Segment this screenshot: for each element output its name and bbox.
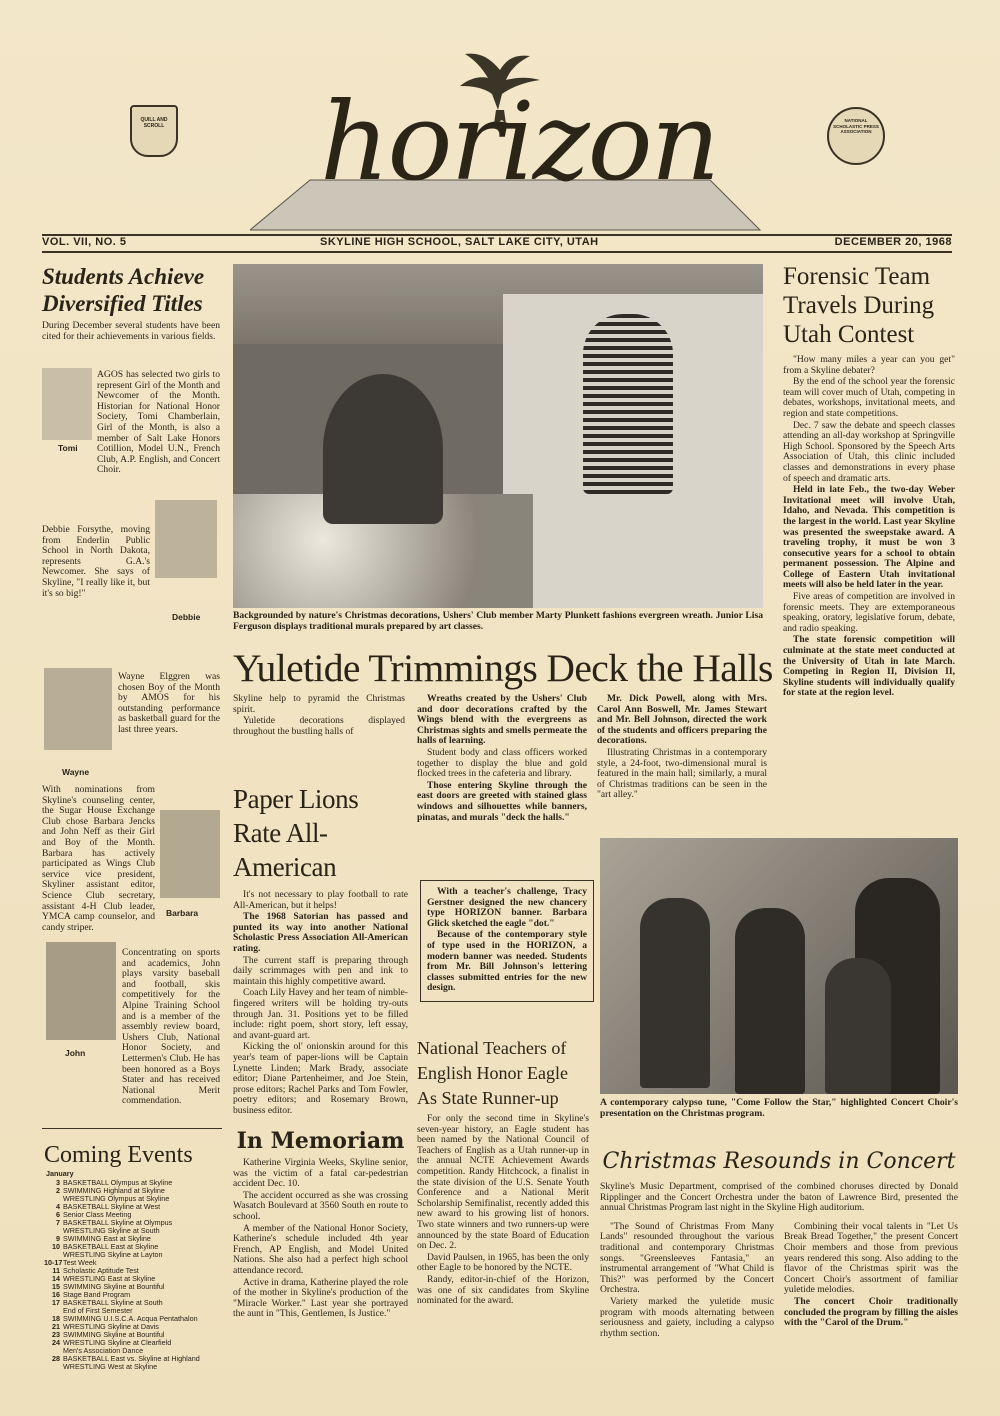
event-day: 18 [52,1314,60,1323]
banner-box: With a teacher's challenge, Tracy Gerstner designed the new chancery type HORIZON banner. Barbara Glick sketched the eagle "dot." Because of the contemporary style of type used in the HORIZON, a modern banner was needed. Students from Mr. Bill Johnson's lettering classes submitted entries for the new design. [420,880,594,1002]
top-photo-caption: Backgrounded by nature's Christmas decorations, Ushers' Club member Marty Plunkett fashions evergreen wreath. Junior Lisa Ferguson displays traditional murals prepared by art classes. [233,610,763,632]
event-day: 9 [56,1234,60,1243]
portrait-caption: Tomi [58,443,78,453]
top-photo [233,264,763,608]
event-day: 15 [52,1282,60,1291]
event-text: Men's Association Dance [63,1346,144,1355]
event-day: 2 [56,1186,60,1195]
event-text: BASKETBALL East vs. Skyline at Highland [63,1354,200,1363]
event-text: WRESTLING West at Skyline [63,1362,158,1371]
event-day: 17 [52,1298,60,1307]
coming-events-list [44,1179,222,1371]
coming-events-title: Coming Events [44,1142,193,1168]
choir-photo [600,838,958,1094]
event-day: 21 [52,1322,60,1331]
students-intro: During December several students have been cited for their achievements in various fields. [42,320,220,342]
event-day: 24 [52,1338,60,1347]
ncte-headline: National Teachers of English Honor Eagle As State Runner-up [417,1038,568,1108]
portrait-caption: John [65,1048,86,1058]
students-p3: Wayne Elggren was chosen Boy of the Month by AMOS for his outstanding performance as basketball guard for the last three years. [118,671,220,735]
masthead-title: horizon [320,80,719,205]
event-text: SWIMMING East at Skyline [63,1234,151,1243]
event-day: 14 [52,1274,60,1283]
event-text: WRESTLING Skyline at South [63,1226,160,1235]
event-day: 6 [56,1210,60,1219]
event-text: SWIMMING U.I.S.C.A. Acqua Pentathalon [63,1314,198,1323]
school-label: SKYLINE HIGH SCHOOL, SALT LAKE CITY, UTAH [320,236,599,248]
date-label: DECEMBER 20, 1968 [834,236,952,248]
event-day: 11 [52,1266,60,1275]
students-p1: AGOS has selected two girls to represent Girl of the Month and Newcomer of the Month. Historian for National Honor Society, Tomi Chamberlain, Girl of the Month, is also a member of Salt Lake Honors Cotillion, Model U.N., French Club, A.P. English, and Concert Choir. [97,369,220,476]
concert-article [600,1148,958,1340]
students-headline: Students Achieve Diversified Titles [42,264,205,316]
event-day: 10 [52,1242,60,1251]
event-text: BASKETBALL Olympus at Skyline [63,1178,173,1187]
yuletide-col-a: Skyline help to pyramid the Christmas spirit. Yuletide decorations displayed throughout the bustling halls of [233,693,405,737]
event-text: WRESTLING Olympus at Skyline [63,1194,170,1203]
dateline [42,236,952,250]
event-text: Stage Band Program [63,1290,131,1299]
students-p2: Debbie Forsythe, moving from Enderlin Public School in North Dakota, represents G.A.'s Newcomer. She says of Skyline, "I really like it, but it's so big!" [42,524,150,599]
yuletide-col-b: Wreaths created by the Ushers' Club and door decorations crafted by the Wings blend with the evergreens as Christmas sights and smells permeate the halls of learning. Student body and class officers worked together to display the blue and gold flocked trees in the cafeteria and library. Those entering Skyline through the east doors are greeted with stained glass windows and silhouettes while banners, pinatas, and murals "deck the halls." [417,693,587,823]
coming-events [44,1142,222,1371]
memoriam-article: In Memoriam Katherine Virginia Weeks, Skyline senior, was the victim of a fatal car-pedestrian accident Dec. 10. The accident occurred as she was crossing Wasatch Boulevard at 3560 South en route to school. A member of the National Honor Society, Katherine's schedule included 4th year French, AP English, and Model United Nations. She also had a perfect high school attendance record. Active in drama, Katherine played the role of the mother in Skyline's production of the "Miracle Worker." Last year she portrayed the aunt in "This, Gentlemen, Is Justice." [233,1128,408,1320]
concert-col-a: "The Sound of Christmas From Many Lands" resounded throughout the various traditional and contemporary Christmas songs. "Greensleeves Fantasia," an instrumental arrangement of "What Child is This?" was performed by the Concert Orchestra. Variety marked the yuletide music program with moods alternating between seriousness and gaiety, including a calypso rhythm section. [600,1220,774,1339]
event-text: SWIMMING Highland at Skyline [63,1186,165,1195]
concert-col-b: Combining their vocal talents in "Let Us Break Bread Together," the present Concert Choir members and those from previous years rendered this song. Also adding to the flavor of the Christmas spirit was the Concert Choir's assortment of familiar yuletide melodies. The concert Choir traditionally concluded the program by filling the aisles with the "Carol of the Drum." [784,1220,958,1329]
paper-lions-headline: Paper Lions Rate All-American [233,784,359,882]
event-text: WRESTLING Skyline at Layton [63,1250,163,1259]
students-p5: Concentrating on sports and academics, John plays varsity baseball and football, skis competitively for the Alpine Training School and is a member of the assembly review board, Ushers Club, National Honor Society, and Lettermen's Club. He has been honored as a Boys Stater and has received National Merit commendation. [122,947,220,1107]
portrait-barbara [160,810,220,898]
event-text: BASKETBALL Skyline at West [63,1202,161,1211]
event-text: WRESTLING Skyline at Clearfield [63,1338,172,1347]
event-day: 3 [56,1178,60,1187]
choir-photo-caption: A contemporary calypso tune, "Come Follow the Star," highlighted Concert Choir's presentation on the Christmas program. [600,1097,958,1119]
event-day: 10-17 [44,1258,63,1267]
event-text: End of First Semester [63,1306,133,1315]
event-text: SWIMMING Skyline at Bountiful [63,1330,165,1339]
forensic-article: Forensic Team Travels During Utah Contest "How many miles a year can you get" from a Skyline debater? By the end of the school year the forensic team will cover much of Utah, competing in debates, workshops, invitational meets, and region and state competitions. Dec. 7 saw the debate and speech classes attending an all-day workshop at Springville High School. Sponsored by the Speech Arts Association of Utah, this clinic included classes and demonstrations in every phase of speech and dramatic arts. Held in late Feb., the two-day Weber Invitational meet will involve Utah, Idaho, and Nevada. This competition is the largest in the world. Last year Skyline was presented the sweepstake award. A traveling trophy, it must be won 3 consecutive years for a school to obtain permanent possession. The Alpine and College of Eastern Utah invitational meets will also be held later in the year. Five areas of competition are involved in forensic meets. They are extemporaneous speaking, oratory, legislative forum, debate, and radio speaking. The state forensic competition will culminate at the state meet conducted at the University of Utah in late March. Competing in Region II, Division II, Skyline students will individually qualify for state at the region level. [783,263,955,699]
volume-label: VOL. VII, NO. 5 [42,236,127,248]
event-text: SWIMMING Skyline at Bountiful [63,1282,165,1291]
forensic-headline: Forensic Team Travels During Utah Contest [783,263,935,348]
students-article [42,263,220,342]
event-text: BASKETBALL East at Skyline [63,1242,159,1251]
portrait-caption: Wayne [62,767,90,777]
coming-events-month: January [46,1169,74,1178]
portrait-debbie [155,500,217,578]
portrait-wayne [44,668,112,750]
event-text: Scholastic Aptitude Test [63,1266,139,1275]
concert-intro: Skyline's Music Department, comprised of the combined choruses directed by Donald Ripplinger and the Concert Orchestra under the baton of Lawrence Bird, presented the annual Christmas Program last night in the Skyline High auditorium. [600,1181,958,1214]
event-text: Senior Class Meeting [63,1210,132,1219]
event-item [44,1363,222,1371]
yuletide-col-c: Mr. Dick Powell, along with Mrs. Carol Ann Boswell, Mr. James Stewart and Mr. Bell Johnson, directed the work of the students and officers preparing the decorations. Illustrating Christmas in a contemporary style, a 24-foot, two-dimensional mural is featured in the main hall; similarly, a mural of Christmas traditions can be seen in the "art alley." [597,693,767,801]
event-day: 7 [56,1218,60,1227]
event-text: BASKETBALL Skyline at South [63,1298,163,1307]
portrait-caption: Barbara [166,908,199,918]
event-text: WRESTLING East at Skyline [63,1274,156,1283]
event-text: WRESTLING Skyline at Davis [63,1322,159,1331]
event-text: BASKETBALL Skyline at Olympus [63,1218,173,1227]
event-day: 23 [52,1330,60,1339]
concert-headline: Christmas Resounds in Concert [602,1149,956,1174]
portrait-john [46,942,116,1040]
portrait-tomi [42,368,92,440]
students-p4: With nominations from Skyline's counseling center, the Sugar House Exchange Club chose Barbara Jencks and John Neff as their Girl and Boy of the Month. Barbara has actively participated as Wings Club service vice president, Skyliner assistant editor, Science Club secretary, assistant 4-H Club leader, YMCA camp counselor, and candy striper. [42,784,155,933]
memoriam-headline: In Memoriam [236,1128,405,1154]
event-day: 28 [52,1354,60,1363]
event-text: Test Week [63,1258,97,1267]
event-day: 16 [52,1290,60,1299]
yuletide-headline-text: Yuletide Trimmings Deck the Halls [233,646,773,690]
ncte-article: National Teachers of English Honor Eagle As State Runner-up For only the second time in Skyline's seven-year history, an Eagle student has been named by the National Council of Teachers of English as a Utah runner-up in the annual NCTE Achievement Awards competition. Randy Hitchcock, a finalist in the state division of the U.S. Senate Youth Conference and a National Merit Scholarship Semifinalist, recently added this new award to his growing list of honors. Two state winners and two runners-up were announced by the state Board of Education on Dec. 2. David Paulsen, in 1965, has been the only other Eagle to be honored by the NCTE. Randy, editor-in-chief of the Horizon, was one of six candidates from Skyline nominated for the award. [417,1038,589,1307]
paper-lions-article: Paper Lions Rate All-American It's not necessary to play football to rate All-American, but it helps! The 1968 Satorian has passed and punted its way into another National Scholastic Press Association All-American rating. The current staff is preparing through daily scrimmages with pen and ink to maintain this highly competitive award. Coach Lily Havey and her team of nimble-fingered writers will be holding try-outs through Jan. 31. Positions yet to be filled include: right poem, short story, left essay, and avant-guard art. Kicking the ol' onionskin around for this year's team of paper-lions will be Captain Lynette Linden; Mark Brady, associate editor; Diane Partenheimer, and Joe Stein, prose editors; Rachel Parks and Tom Fowler, poetry editors; and Rosemary Brown, business editor. [233,784,408,1116]
quill-scroll-seal: QUILL AND SCROLL [130,105,178,157]
event-day: 4 [56,1202,60,1211]
nspa-seal: NATIONAL SCHOLASTIC PRESS ASSOCIATION [827,107,885,165]
portrait-caption: Debbie [172,612,201,622]
